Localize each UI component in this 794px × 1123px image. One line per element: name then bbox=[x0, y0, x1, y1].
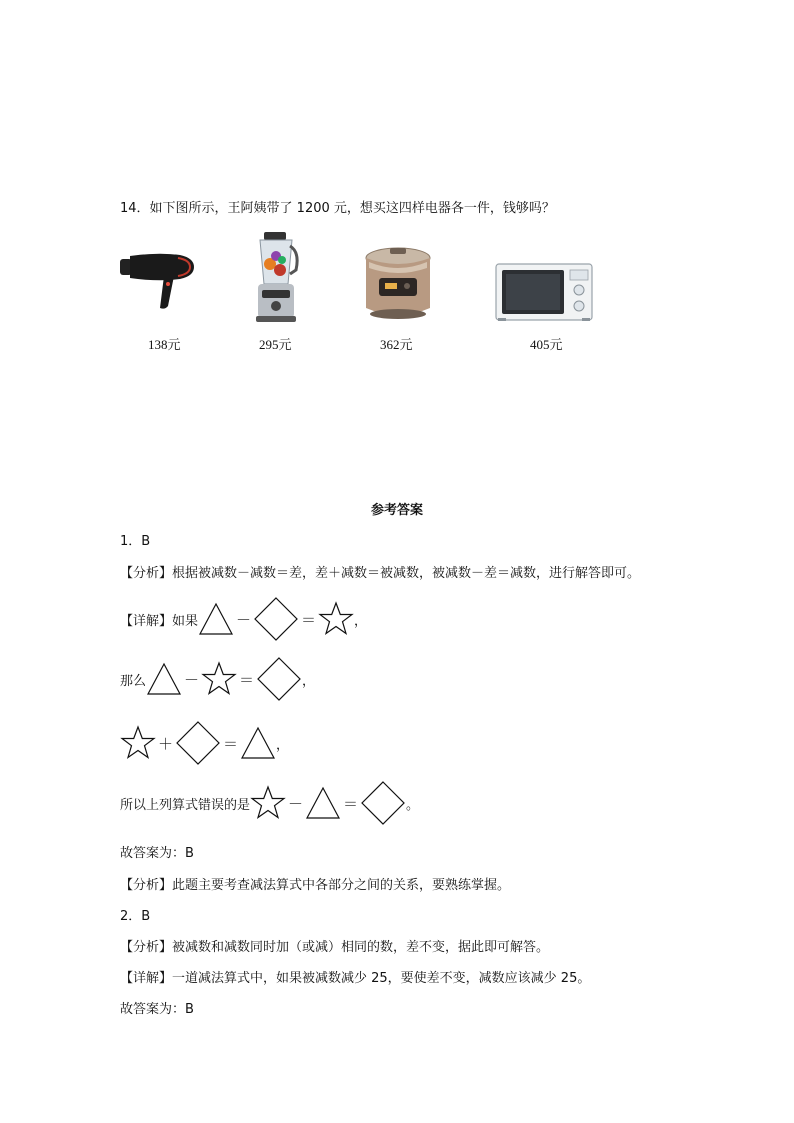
wrong-prefix: 所以上列算式错误的是 bbox=[120, 797, 251, 813]
comma: ， bbox=[302, 673, 316, 689]
answer-1-then-equation bbox=[120, 656, 315, 702]
diamond-icon bbox=[256, 656, 302, 702]
minus-sign: － bbox=[236, 610, 252, 629]
diamond-icon bbox=[253, 596, 299, 642]
comma: ， bbox=[354, 613, 368, 629]
comma: ， bbox=[276, 737, 290, 753]
answer-2-detail: 【详解】一道减法算式中，如果被减数减少 25，要使差不变，减数应该减少 25。 bbox=[120, 971, 591, 986]
period: 。 bbox=[406, 797, 420, 813]
blender-icon bbox=[250, 230, 302, 324]
star-icon bbox=[201, 661, 237, 697]
answer-1-detail-equation bbox=[120, 596, 367, 642]
plus-sign: ＋ bbox=[158, 734, 174, 753]
diamond-icon bbox=[360, 780, 406, 826]
price-blender: 295元 bbox=[259, 337, 292, 352]
diamond-icon bbox=[175, 720, 221, 766]
equals-sign: ＝ bbox=[343, 794, 359, 813]
answer-2-number: 2．B bbox=[120, 909, 151, 924]
answer-1-final: 故答案为：B bbox=[120, 846, 194, 861]
answer-1-wrong-equation bbox=[120, 780, 419, 826]
answer-1-sum-equation bbox=[120, 720, 289, 766]
answer-2-final: 故答案为：B bbox=[120, 1002, 194, 1017]
triangle-icon bbox=[305, 785, 341, 821]
answers-heading: 参考答案 bbox=[370, 503, 423, 518]
minus-sign: － bbox=[288, 794, 304, 813]
price-rice-cooker: 362元 bbox=[380, 337, 413, 352]
price-microwave: 405元 bbox=[530, 337, 563, 352]
equals-sign: ＝ bbox=[301, 610, 317, 629]
star-icon bbox=[318, 601, 354, 637]
equals-sign: ＝ bbox=[239, 670, 255, 689]
microwave-icon bbox=[494, 262, 594, 322]
minus-sign: － bbox=[184, 670, 200, 689]
detail-prefix: 【详解】如果 bbox=[120, 613, 199, 629]
equals-sign: ＝ bbox=[223, 734, 239, 753]
hair-dryer-icon bbox=[118, 250, 196, 310]
rice-cooker-icon bbox=[361, 244, 435, 324]
star-icon bbox=[250, 785, 286, 821]
then-prefix: 那么 bbox=[120, 673, 147, 689]
star-icon bbox=[120, 725, 156, 761]
answer-1-analysis: 【分析】根据被减数－减数＝差，差＋减数＝被减数，被减数－差＝减数，进行解答即可。 bbox=[120, 566, 641, 581]
question-14-text: 14．如下图所示，王阿姨带了 1200 元，想买这四样电器各一件，钱够吗？ bbox=[120, 201, 555, 216]
answer-2-analysis: 【分析】被减数和减数同时加（或减）相同的数，差不变，据此即可解答。 bbox=[120, 940, 550, 955]
triangle-icon bbox=[146, 661, 182, 697]
triangle-icon bbox=[240, 725, 276, 761]
triangle-icon bbox=[198, 601, 234, 637]
answer-1-review: 【分析】此题主要考查减法算式中各部分之间的关系，要熟练掌握。 bbox=[120, 878, 511, 893]
price-hair-dryer: 138元 bbox=[148, 337, 181, 352]
answer-1-number: 1．B bbox=[120, 534, 151, 549]
